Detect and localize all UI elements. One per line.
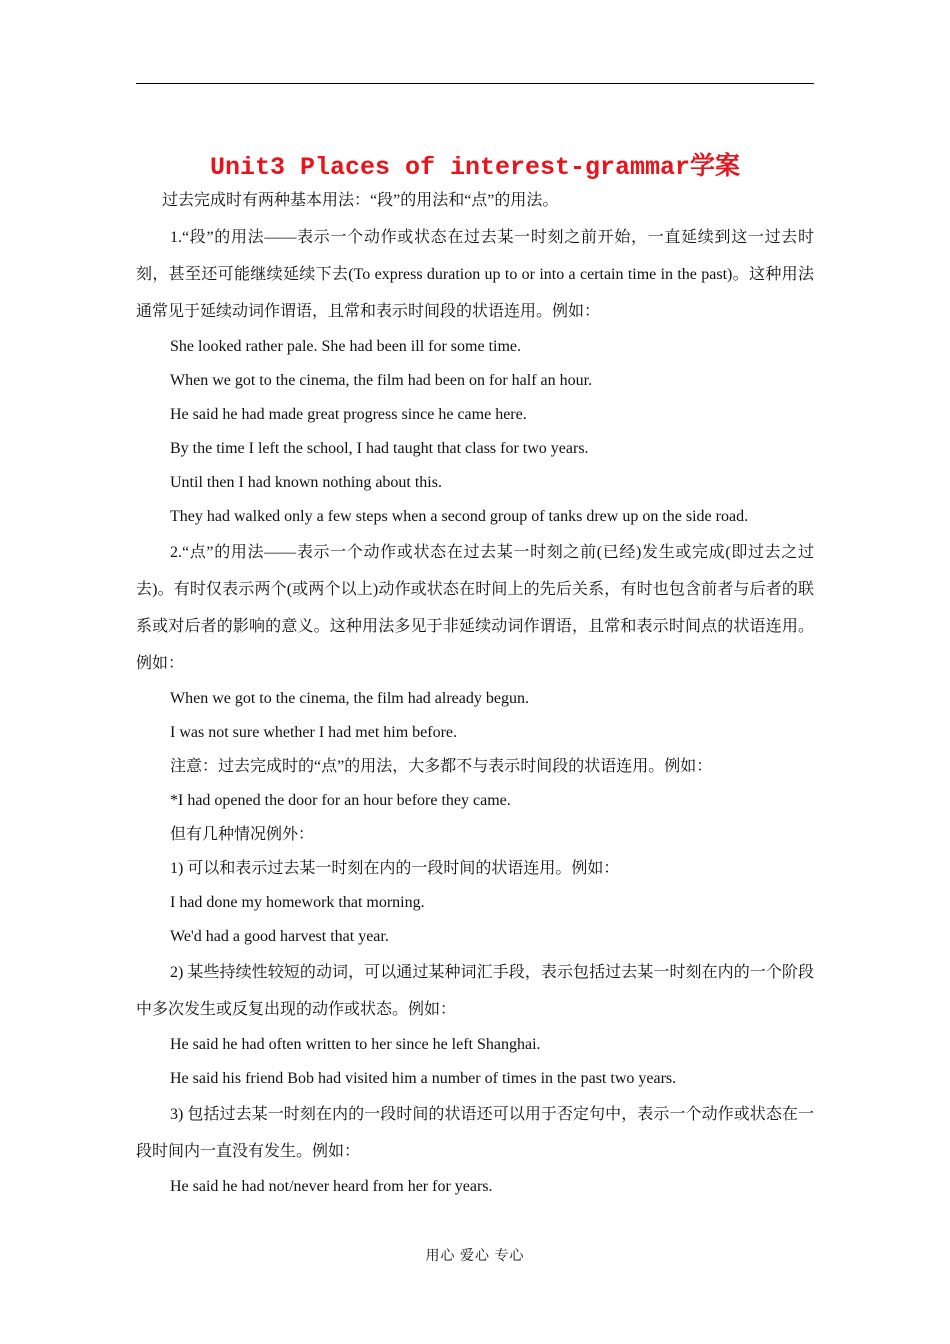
example-sentence: I had done my homework that morning.: [170, 894, 425, 911]
example-sentence: He said his friend Bob had visited him a number of times in the past two years.: [170, 1070, 677, 1087]
example-sentence: By the time I left the school, I had taught that class for two years.: [170, 440, 589, 457]
example-sentence: *I had opened the door for an hour before they came.: [170, 792, 511, 809]
note-paragraph: 注意：过去完成时的“点”的用法，大多都不与表示时间段的状语连用。例如：: [170, 758, 713, 775]
section-1-paragraph: 1.“段”的用法——表示一个动作或状态在过去某一时刻之前开始，一直延续到这一过去时刻，甚至还可能继续延续下去(To express duration up to or into a certain time in the past)。这种用法通常见于延续动词作谓语，且常和表示时间段的状语连用。例如：: [136, 229, 814, 320]
exceptions-intro: 但有几种情况例外：: [170, 826, 315, 843]
case-2-paragraph: 2) 某些持续性较短的动词，可以通过某种词汇手段，表示包括过去某一时刻在内的一个阶段中多次发生或反复出现的动作或状态。例如：: [136, 964, 814, 1018]
intro-paragraph: 过去完成时有两种基本用法：“段”的用法和“点”的用法。: [162, 192, 559, 209]
example-sentence: He said he had often written to her since he left Shanghai.: [170, 1036, 541, 1053]
example-sentence: He said he had made great progress since he came here.: [170, 406, 527, 423]
example-sentence: When we got to the cinema, the film had been on for half an hour.: [170, 372, 593, 389]
section-2-paragraph: 2.“点”的用法——表示一个动作或状态在过去某一时刻之前(已经)发生或完成(即过去之过去)。有时仅表示两个(或两个以上)动作或状态在时间上的先后关系，有时也包含前者与后者的联系或对后者的影响的意义。这种用法多见于非延续动词作谓语，且常和表示时间点的状语连用。例如：: [136, 544, 814, 672]
example-sentence: Until then I had known nothing about this.: [170, 474, 442, 491]
example-sentence: When we got to the cinema, the film had already begun.: [170, 690, 529, 707]
document-body: [136, 182, 814, 1204]
example-sentence: They had walked only a few steps when a second group of tanks drew up on the side road.: [170, 508, 749, 525]
title-english: Unit3 Places of interest-grammar: [209, 152, 691, 182]
page-footer: 用心 爱心 专心: [425, 1249, 525, 1264]
title-chinese: 学案: [690, 152, 741, 180]
example-sentence: I was not sure whether I had met him before.: [170, 724, 458, 741]
example-sentence: She looked rather pale. She had been ill for some time.: [170, 338, 522, 355]
case-3-paragraph: 3) 包括过去某一时刻在内的一段时间的状语还可以用于否定句中，表示一个动作或状态在一段时间内一直没有发生。例如：: [136, 1106, 814, 1160]
header-rule: [136, 83, 814, 84]
case-1-paragraph: 1) 可以和表示过去某一时刻在内的一段时间的状语连用。例如：: [170, 860, 620, 877]
example-sentence: He said he had not/never heard from her for years.: [170, 1178, 493, 1195]
example-sentence: We'd had a good harvest that year.: [170, 928, 389, 945]
page-title: [136, 150, 814, 185]
